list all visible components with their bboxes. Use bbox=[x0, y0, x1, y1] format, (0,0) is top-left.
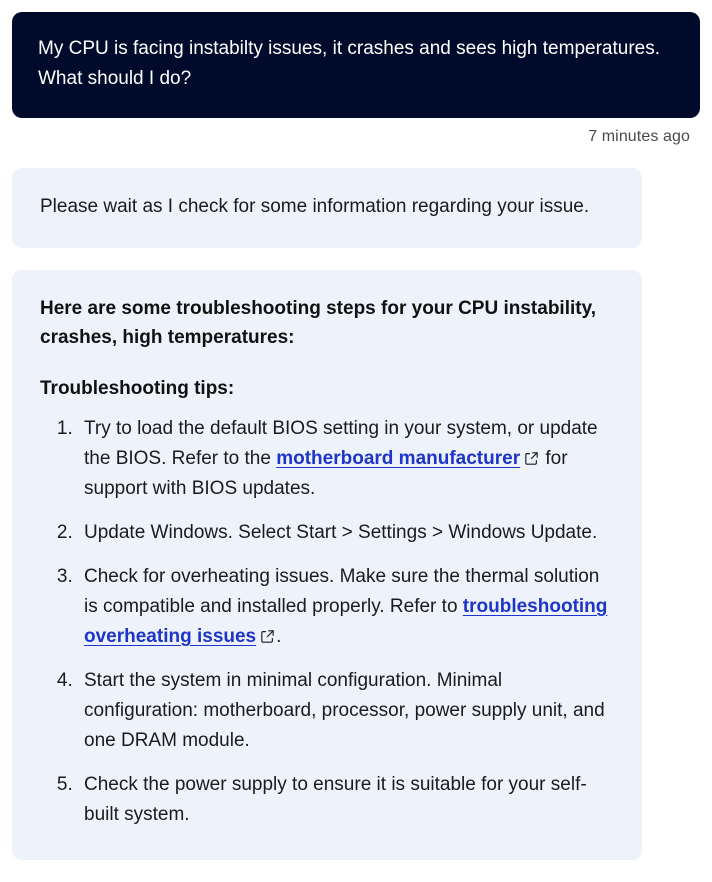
list-item bbox=[78, 414, 612, 504]
bot-message-row-1 bbox=[12, 168, 700, 248]
troubleshooting-headline: Here are some troubleshooting steps for your CPU instability, crashes, high temperatures: bbox=[40, 298, 597, 348]
step-text-prefix: Try to load the default BIOS setting in your system, or update the BIOS. Refer to the bbox=[84, 418, 598, 469]
user-message-row bbox=[12, 12, 700, 118]
troubleshooting-step-list bbox=[40, 414, 612, 830]
bot-message-bubble-1 bbox=[12, 168, 642, 248]
step-text-prefix: Check the power supply to ensure it is suitable for your self-built system. bbox=[84, 774, 587, 825]
list-item bbox=[78, 770, 612, 830]
user-message-bubble: My CPU is facing instabilty issues, it crashes and sees high temperatures. What should I do? bbox=[12, 12, 700, 118]
step-text-suffix: for support with BIOS updates. bbox=[84, 448, 568, 499]
external-link-icon bbox=[525, 452, 538, 465]
troubleshooting-subhead: Troubleshooting tips: bbox=[40, 378, 235, 399]
list-item bbox=[78, 666, 612, 756]
bot-message-row-2 bbox=[12, 270, 700, 860]
external-link-icon bbox=[261, 630, 274, 643]
motherboard-manufacturer-link[interactable]: motherboard manufacturer bbox=[276, 448, 521, 469]
overheating-issues-link[interactable]: troubleshooting overheating issues bbox=[84, 596, 608, 647]
step-text-prefix: Check for overheating issues. Make sure the thermal solution is compatible and installed properly. Refer to bbox=[84, 566, 600, 617]
step-text-suffix: . bbox=[276, 626, 282, 647]
step-text-prefix: Update Windows. Select Start > Settings > Windows Update. bbox=[84, 522, 598, 543]
message-timestamp: 7 minutes ago bbox=[588, 128, 690, 145]
bot-message-bubble-2 bbox=[12, 270, 642, 860]
step-text-prefix: Start the system in minimal configuration. Minimal configuration: motherboard, processor, power supply unit, and one DRAM module. bbox=[84, 670, 605, 751]
list-item bbox=[78, 562, 612, 652]
bot-wait-text: Please wait as I check for some information regarding your issue. bbox=[40, 196, 590, 217]
list-item bbox=[78, 518, 612, 548]
